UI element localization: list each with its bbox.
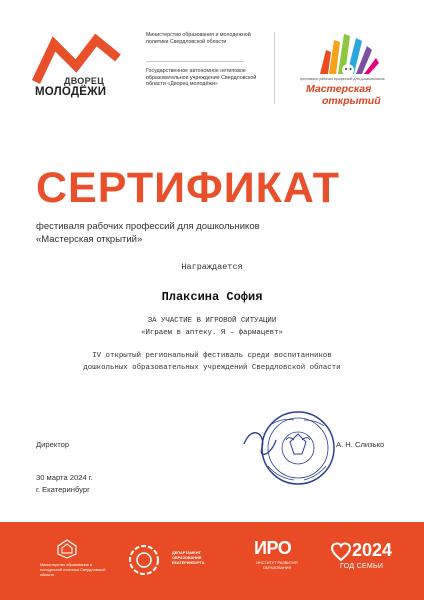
festival-name-line2: открытий xyxy=(322,95,381,107)
ministry-label: Министерство образования и молодежной политики Свердловской области xyxy=(146,32,251,45)
certificate-title: СЕРТИФИКАТ xyxy=(36,164,341,212)
certificate-subtitle-line2: «Мастерская открытий» xyxy=(36,234,143,245)
family-year-label: ГОД СЕМЬИ xyxy=(340,563,384,570)
recipient-name: Плаксина София xyxy=(161,290,263,304)
issue-city: г. Екатеринбург xyxy=(36,485,90,494)
footer-ministry-label: Министерство образования и молодежной политики Свердловской области xyxy=(40,563,106,577)
festival-name-line1: Мастерская xyxy=(306,83,372,95)
awarded-label: Награждается xyxy=(181,262,243,272)
institution-label: Государственное автономное нетиповое образовательное учреждение Свердловской области «Дворец молодёжи» xyxy=(146,68,257,88)
festival-description-line1: IV открытый региональный фестиваль среди воспитанников xyxy=(92,352,332,360)
header-vertical-divider xyxy=(274,32,275,104)
iro-full-label: ИНСТИТУТ РАЗВИТИЯ ОБРАЗОВАНИЯ xyxy=(256,561,298,570)
department-logo-icon xyxy=(127,543,161,577)
heart-icon xyxy=(330,541,352,563)
iro-logo-text: ИРО xyxy=(254,538,292,558)
issue-date: 30 марта 2024 г. xyxy=(36,473,93,482)
festival-description-line2: дошкольных образовательных учреждений Свердловской области xyxy=(83,364,341,372)
header-divider xyxy=(146,61,244,62)
activity-text: «Играем в аптеку. Я – фармацевт» xyxy=(141,329,283,337)
certificate-subtitle-line1: фестиваля рабочих профессий для дошкольников xyxy=(36,221,260,232)
logo-text-molodezhi: МОЛОДЁЖИ xyxy=(35,86,107,98)
year-label: 2024 xyxy=(352,540,393,560)
festival-small-caption: фестиваль рабочих профессий для дошкольников xyxy=(300,77,385,81)
seal-stamp-icon xyxy=(242,404,338,490)
footer-department-label: ДЕПАРТАМЕНТ ОБРАЗОВАНИЯ ЕКАТЕРИНБУРГА xyxy=(172,551,205,565)
participation-text: ЗА УЧАСТИЕ В ИГРОВОЙ СИТУАЦИИ xyxy=(147,317,277,325)
ministry-emblem-icon xyxy=(56,538,78,560)
director-name: А. Н. Слизько xyxy=(336,440,385,449)
logo-text-dvorets: ДВОРЕЦ xyxy=(64,76,105,86)
hands-logo-icon xyxy=(312,30,384,78)
director-label: Директор xyxy=(36,440,70,449)
